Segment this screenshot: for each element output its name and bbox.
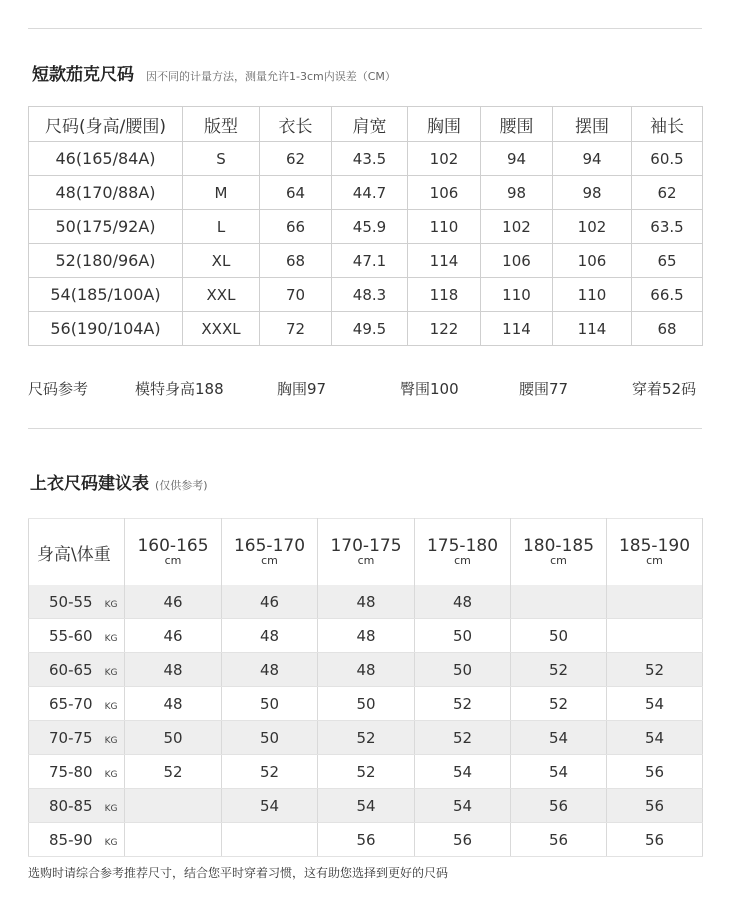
advice-size-cell: 50 xyxy=(415,619,511,653)
advice-size-cell: 56 xyxy=(607,755,703,789)
shoulder-cell: 47.1 xyxy=(332,244,408,278)
fit-cell: XXL xyxy=(183,278,260,312)
advice-size-cell: 54 xyxy=(607,721,703,755)
advice-size-cell: 54 xyxy=(222,789,318,823)
kg-unit: KG xyxy=(104,667,118,678)
advice-size-cell xyxy=(125,789,222,823)
length-cell: 66 xyxy=(260,210,332,244)
advice-size-cell: 48 xyxy=(222,619,318,653)
hem-cell: 114 xyxy=(553,312,632,346)
table-row xyxy=(29,823,703,857)
shoulder-cell: 44.7 xyxy=(332,176,408,210)
height-range-label: 175-180 xyxy=(426,536,499,556)
advice-size-cell xyxy=(125,823,222,857)
hem-cell: 106 xyxy=(553,244,632,278)
cm-unit: cm xyxy=(550,554,567,567)
cm-unit: cm xyxy=(164,554,182,567)
height-range-header xyxy=(125,519,222,586)
advice-size-cell xyxy=(222,823,318,857)
height-range-header xyxy=(607,519,703,586)
advice-size-cell: 48 xyxy=(318,619,415,653)
chest-cell: 114 xyxy=(408,244,481,278)
size-reference-label: 尺码参考 xyxy=(28,380,89,398)
height-range-label: 170-175 xyxy=(330,536,402,556)
size-cell: 50(175/92A) xyxy=(29,210,183,244)
fit-cell: XXXL xyxy=(183,312,260,346)
kg-unit: KG xyxy=(104,701,118,712)
chest-cell: 106 xyxy=(408,176,481,210)
size-cell: 52(180/96A) xyxy=(29,244,183,278)
cm-unit: cm xyxy=(646,554,663,567)
length-cell: 70 xyxy=(260,278,332,312)
table-row xyxy=(29,789,703,823)
size-chart-title: 短款茄克尺码 xyxy=(32,65,134,85)
weight-range-label: 70-75 xyxy=(49,728,93,747)
chest-cell: 102 xyxy=(408,142,481,176)
advice-size-cell: 50 xyxy=(222,721,318,755)
model-chest: 胸围97 xyxy=(277,380,327,398)
table-row xyxy=(29,755,703,789)
size-cell: 56(190/104A) xyxy=(29,312,183,346)
advice-size-cell: 52 xyxy=(511,687,607,721)
header-fit: 版型 xyxy=(183,107,260,142)
shoulder-cell: 49.5 xyxy=(332,312,408,346)
waist-cell: 94 xyxy=(481,142,553,176)
weight-range-label: 60-65 xyxy=(49,660,93,679)
kg-unit: KG xyxy=(104,837,118,848)
kg-unit: KG xyxy=(104,633,118,644)
waist-cell: 110 xyxy=(481,278,553,312)
advice-size-cell: 52 xyxy=(607,653,703,687)
cm-unit: cm xyxy=(454,554,471,567)
weight-range-cell xyxy=(29,619,125,653)
advice-size-cell: 56 xyxy=(511,789,607,823)
sleeve-cell: 66.5 xyxy=(632,278,703,312)
advice-size-cell: 48 xyxy=(318,653,415,687)
model-wearing-size: 穿着52码 xyxy=(632,380,697,398)
waist-cell: 114 xyxy=(481,312,553,346)
header-shoulder: 肩宽 xyxy=(332,107,408,142)
advice-size-cell: 52 xyxy=(415,721,511,755)
size-chart-table xyxy=(28,106,703,346)
waist-cell: 102 xyxy=(481,210,553,244)
advice-size-cell: 52 xyxy=(318,721,415,755)
chest-cell: 122 xyxy=(408,312,481,346)
sleeve-cell: 68 xyxy=(632,312,703,346)
advice-size-cell: 50 xyxy=(222,687,318,721)
advice-size-cell: 54 xyxy=(511,755,607,789)
size-cell: 54(185/100A) xyxy=(29,278,183,312)
header-waist: 腰围 xyxy=(481,107,553,142)
table-row xyxy=(29,142,703,176)
advice-size-cell xyxy=(607,585,703,619)
weight-range-label: 80-85 xyxy=(49,796,93,815)
table-row xyxy=(29,653,703,687)
length-cell: 64 xyxy=(260,176,332,210)
header-chest: 胸围 xyxy=(408,107,481,142)
header-size: 尺码(身高/腰围) xyxy=(29,107,183,142)
weight-range-label: 55-60 xyxy=(49,626,93,645)
measurement-note: 因不同的计量方法，测量允许1-3cm内误差（CM） xyxy=(146,70,396,83)
table-row xyxy=(29,312,703,346)
model-hip: 臀围100 xyxy=(400,380,459,398)
advice-size-cell xyxy=(607,619,703,653)
table-row xyxy=(29,687,703,721)
advice-size-cell: 56 xyxy=(511,823,607,857)
waist-cell: 106 xyxy=(481,244,553,278)
advice-size-cell: 50 xyxy=(415,653,511,687)
shoulder-cell: 43.5 xyxy=(332,142,408,176)
advice-size-cell: 54 xyxy=(415,789,511,823)
size-advice-table xyxy=(28,518,703,857)
kg-unit: KG xyxy=(104,769,118,780)
advice-size-cell: 48 xyxy=(415,585,511,619)
size-chart-header-row xyxy=(29,107,703,142)
weight-range-label: 75-80 xyxy=(49,762,93,781)
advice-size-cell: 52 xyxy=(222,755,318,789)
advice-size-cell: 46 xyxy=(222,585,318,619)
weight-range-cell xyxy=(29,721,125,755)
height-range-label: 180-185 xyxy=(522,536,595,556)
advice-header-row xyxy=(29,519,703,586)
height-range-label: 165-170 xyxy=(233,536,306,556)
length-cell: 68 xyxy=(260,244,332,278)
sleeve-cell: 65 xyxy=(632,244,703,278)
table-row xyxy=(29,176,703,210)
model-waist: 腰围77 xyxy=(519,380,569,398)
corner-header: 身高\体重 xyxy=(29,519,125,586)
hem-cell: 110 xyxy=(553,278,632,312)
height-range-label: 185-190 xyxy=(618,536,691,556)
kg-unit: KG xyxy=(104,735,118,746)
length-cell: 72 xyxy=(260,312,332,346)
size-cell: 48(170/88A) xyxy=(29,176,183,210)
header-hem: 摆围 xyxy=(553,107,632,142)
weight-range-label: 85-90 xyxy=(49,830,93,849)
advice-size-cell: 56 xyxy=(607,789,703,823)
weight-range-cell xyxy=(29,687,125,721)
middle-divider xyxy=(28,428,702,429)
advice-size-cell: 54 xyxy=(607,687,703,721)
weight-range-label: 50-55 xyxy=(49,592,93,611)
advice-size-cell: 54 xyxy=(318,789,415,823)
advice-size-cell xyxy=(511,585,607,619)
hem-cell: 94 xyxy=(553,142,632,176)
advice-size-cell: 48 xyxy=(222,653,318,687)
height-range-header xyxy=(511,519,607,586)
sleeve-cell: 63.5 xyxy=(632,210,703,244)
header-sleeve: 袖长 xyxy=(632,107,703,142)
fit-cell: L xyxy=(183,210,260,244)
fit-cell: XL xyxy=(183,244,260,278)
weight-range-cell xyxy=(29,789,125,823)
height-range-header xyxy=(415,519,511,586)
advice-size-cell: 56 xyxy=(415,823,511,857)
advice-size-cell: 52 xyxy=(318,755,415,789)
advice-size-cell: 46 xyxy=(125,585,222,619)
advice-title-block xyxy=(30,469,208,494)
advice-size-cell: 54 xyxy=(415,755,511,789)
chest-cell: 110 xyxy=(408,210,481,244)
advice-title: 上衣尺码建议表 xyxy=(30,474,149,494)
advice-size-cell: 50 xyxy=(511,619,607,653)
hem-cell: 102 xyxy=(553,210,632,244)
kg-unit: KG xyxy=(104,599,118,610)
height-range-label: 160-165 xyxy=(137,536,209,556)
sleeve-cell: 60.5 xyxy=(632,142,703,176)
height-range-header xyxy=(318,519,415,586)
advice-size-cell: 56 xyxy=(607,823,703,857)
table-row xyxy=(29,585,703,619)
cm-unit: cm xyxy=(357,554,375,567)
advice-size-cell: 50 xyxy=(125,721,222,755)
advice-note: (仅供参考) xyxy=(155,479,208,492)
model-height: 模特身高188 xyxy=(135,380,224,398)
advice-size-cell: 52 xyxy=(511,653,607,687)
top-divider xyxy=(28,28,702,29)
advice-size-cell: 48 xyxy=(125,687,222,721)
fit-cell: S xyxy=(183,142,260,176)
advice-size-cell: 52 xyxy=(415,687,511,721)
length-cell: 62 xyxy=(260,142,332,176)
weight-range-cell xyxy=(29,823,125,857)
header-length: 衣长 xyxy=(260,107,332,142)
chest-cell: 118 xyxy=(408,278,481,312)
shoulder-cell: 45.9 xyxy=(332,210,408,244)
size-cell: 46(165/84A) xyxy=(29,142,183,176)
advice-size-cell: 54 xyxy=(511,721,607,755)
weight-range-cell xyxy=(29,755,125,789)
waist-cell: 98 xyxy=(481,176,553,210)
table-row xyxy=(29,210,703,244)
table-row xyxy=(29,278,703,312)
advice-size-cell: 52 xyxy=(125,755,222,789)
purchase-advice-note: 选购时请综合参考推荐尺寸，结合您平时穿着习惯，这有助您选择到更好的尺码 xyxy=(28,866,449,880)
table-row xyxy=(29,721,703,755)
cm-unit: cm xyxy=(261,554,278,567)
shoulder-cell: 48.3 xyxy=(332,278,408,312)
hem-cell: 98 xyxy=(553,176,632,210)
advice-size-cell: 48 xyxy=(318,585,415,619)
advice-size-cell: 50 xyxy=(318,687,415,721)
sleeve-cell: 62 xyxy=(632,176,703,210)
table-row xyxy=(29,619,703,653)
weight-range-label: 65-70 xyxy=(49,694,93,713)
weight-range-cell xyxy=(29,585,125,619)
advice-size-cell: 56 xyxy=(318,823,415,857)
fit-cell: M xyxy=(183,176,260,210)
height-range-header xyxy=(222,519,318,586)
advice-size-cell: 46 xyxy=(125,619,222,653)
kg-unit: KG xyxy=(104,803,118,814)
size-chart-title-block xyxy=(32,60,396,85)
table-row xyxy=(29,244,703,278)
weight-range-cell xyxy=(29,653,125,687)
advice-size-cell: 48 xyxy=(125,653,222,687)
